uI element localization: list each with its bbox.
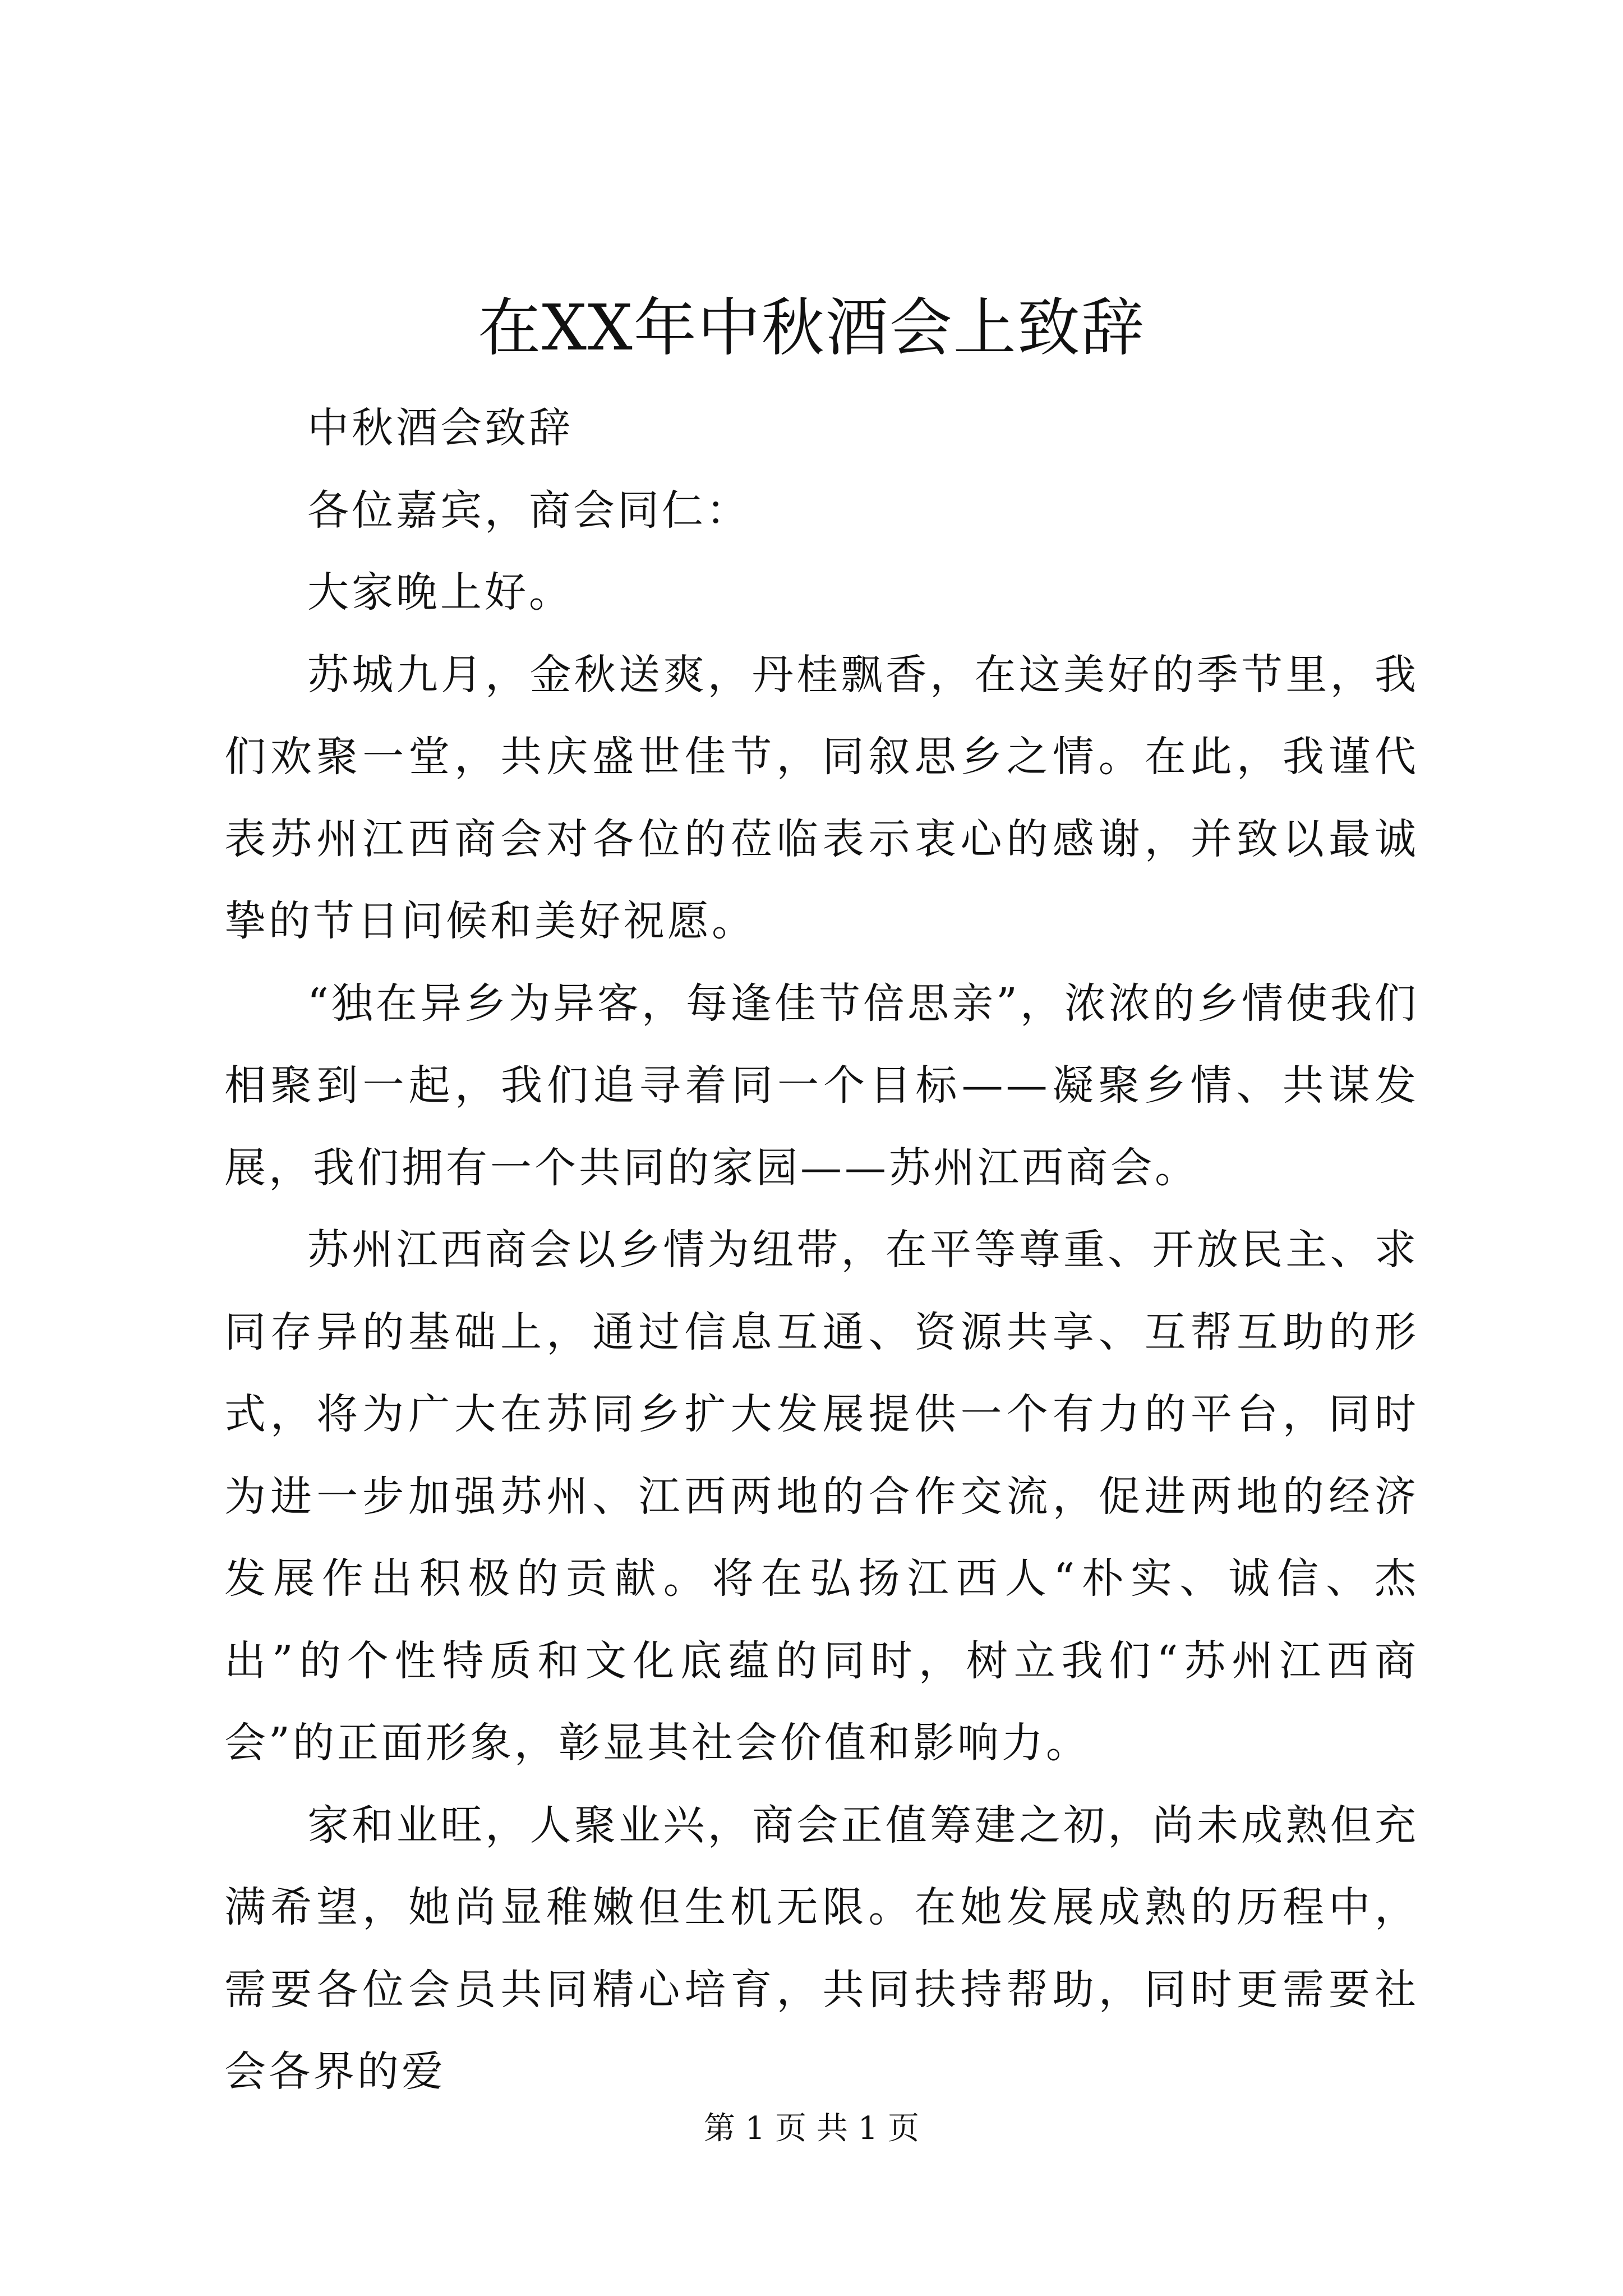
document-title: 在XX年中秋酒会上致辞 (478, 292, 1145, 365)
paragraph-body: “独在异乡为异客，每逢佳节倍思亲”，浓浓的乡情使我们相聚到一起，我们追寻着同一个目标——凝聚乡情、共谋发展，我们拥有一个共同的家园——苏州江西商会。 (224, 979, 1419, 1192)
paragraph-subtitle: 中秋酒会致辞 (307, 404, 573, 452)
paragraph-salutation: 各位嘉宾，商会同仁： (307, 486, 750, 535)
paragraph-body: 苏城九月，金秋送爽，丹桂飘香，在这美好的季节里，我们欢聚一堂，共庆盛世佳节，同叙思乡之情。在此，我谨代表苏州江西商会对各位的莅临表示衷心的感谢，并致以最诚挚的节日问候和美好祝愿。 (224, 650, 1419, 945)
paragraph-greeting: 大家晚上好。 (307, 568, 573, 616)
paragraph-body: 家和业旺，人聚业兴，商会正值筹建之初，尚未成熟但充满希望，她尚显稚嫩但生机无限。在她发展成熟的历程中，需要各位会员共同精心培育，共同扶持帮助，同时更需要社会各界的爱 (224, 1801, 1419, 2096)
paragraph-body: 苏州江西商会以乡情为纽带，在平等尊重、开放民主、求同存异的基础上，通过信息互通、资源共享、互帮互助的形式，将为广大在苏同乡扩大发展提供一个有力的平台，同时为进一步加强苏州、江西两地的合作交流，促进两地的经济发展作出积极的贡献。将在弘扬江西人“朴实、诚信、杰出”的个性特质和文化底蕴的同时，树立我们“苏州江西商会”的正面形象，彰显其社会价值和影响力。 (224, 1226, 1419, 1767)
page-footer: 第 1 页 共 1 页 (703, 2110, 920, 2147)
document-body (224, 387, 1419, 2113)
